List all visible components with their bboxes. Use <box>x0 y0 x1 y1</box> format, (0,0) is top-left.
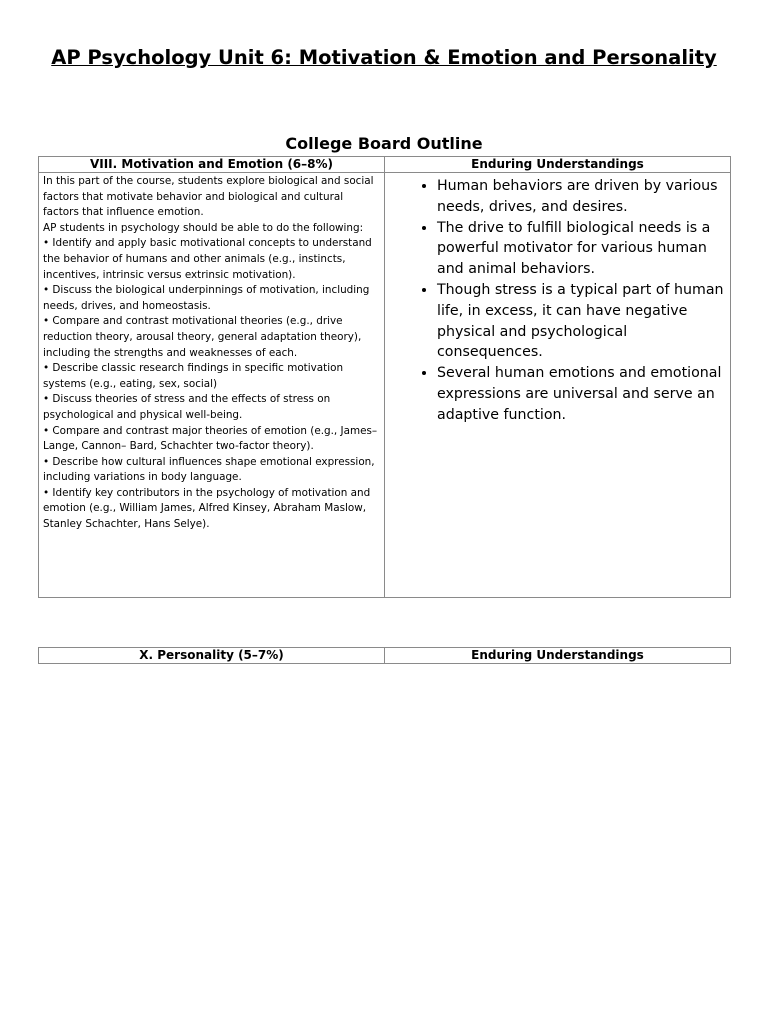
motivation-column-header: VIII. Motivation and Emotion (6–8%) <box>39 157 385 173</box>
list-item: • Though stress is a typical part of human life, in excess, it can have negative physical and psychological consequences. <box>437 280 724 363</box>
outline-lead-in: AP students in psychology should be able to do the following: <box>43 221 364 234</box>
outline-objective: • Discuss the biological underpinnings of motivation, including needs, drives, and homeostasis. <box>43 284 370 312</box>
outline-objective: • Describe classic research findings in specific motivation systems (e.g., eating, sex, social) <box>43 362 344 390</box>
outline-objective: • Identify key contributors in the psychology of motivation and emotion (e.g., William James, Alfred Kinsey, Abraham Maslow, Stanley Schachter, Hans Selye). <box>43 486 371 531</box>
list-item: • Human behaviors are driven by various needs, drives, and desires. <box>437 176 724 218</box>
understandings-column-header: Enduring Understandings <box>385 648 731 664</box>
table-header-row <box>39 648 731 664</box>
list-item: • Several human emotions and emotional expressions are universal and serve an adaptive function. <box>437 363 724 425</box>
personality-column-header: X. Personality (5–7%) <box>39 648 385 664</box>
outline-objective: • Describe how cultural influences shape emotional expression, including variations in body language. <box>43 455 375 484</box>
enduring-understandings-cell <box>385 173 731 598</box>
personality-table <box>38 647 731 664</box>
table-header-row <box>39 157 731 173</box>
list-item: • The drive to fulfill biological needs is a powerful motivator for various human and animal behaviors. <box>437 218 724 280</box>
outline-intro: In this part of the course, students explore biological and social factors that motivate behavior and biological and cultural factors that influence emotion. <box>43 175 374 219</box>
document-title: AP Psychology Unit 6: Motivation & Emotion and Personality <box>51 46 717 69</box>
outline-objective: • Compare and contrast major theories of emotion (e.g., James–Lange, Cannon– Bard, Schachter two-factor theory). <box>43 424 378 453</box>
outline-objective: • Discuss theories of stress and the effects of stress on psychological and physical well-being. <box>43 393 331 421</box>
course-outline-cell <box>39 173 385 598</box>
understandings-list <box>385 176 730 426</box>
motivation-emotion-table <box>38 156 731 598</box>
table-row <box>39 173 731 598</box>
outline-objective: • Compare and contrast motivational theories (e.g., drive reduction theory, arousal theory, general adaptation theory), including the strengths and weaknesses of each. <box>43 315 362 359</box>
outline-heading: College Board Outline <box>285 134 483 153</box>
understandings-column-header: Enduring Understandings <box>385 157 731 173</box>
outline-objective: • Identify and apply basic motivational concepts to understand the behavior of humans and other animals (e.g., instincts, incentives, intrinsic versus extrinsic motivation). <box>43 237 372 281</box>
